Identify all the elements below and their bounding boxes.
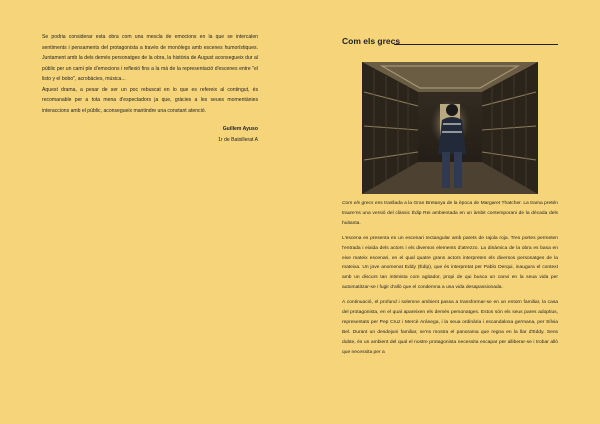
article-paragraph-2: L'escena es presenta en un escenari rectangular amb parets de rajola roja. Tres portes permeten l'entrada i eixida dels actors i els diversos elements d'atrezzo. La dinàmica de la obra es basa en eixe mateix escenari, en el qual quatre grans actors interpreten els diversos personatges de la mateixa. Un jove anomenat Eddy (Èdip), que és interpretat per Pablo Derqui, inaugura el context amb un discurs tan intimista com agitador, propi de qui busca un canvi en la seua vida per automatitzar-se i fugir d'allò que el condemna a una vida desapassionada.	[342, 235, 558, 291]
prison-corridor-image	[362, 62, 538, 194]
title-underline	[394, 44, 558, 45]
article-paragraph-1-text: ens trasllada a la Gran Bretanya de la època de Margaret Thatcher. La trama pretén traure'ns una versió del clàssic Èdip Rei ambientada en un àmbit contemporani de la dècada dels huitanta.	[342, 201, 558, 226]
review-paragraph-2: Aquest drama, a pesar de ser un poc rebuscat en lo que es refereix al contingut, és recomanable per a tota mena d'espectadors ja que, gràcies a les seues momentànies interaccions amb el públic, aconsegueix mantindre una constant atenció.	[42, 86, 258, 114]
article-photo	[362, 62, 538, 194]
author-name: Guillem Ayuso	[222, 126, 258, 132]
play-title-italic: Com els grecs	[342, 201, 374, 206]
right-page	[300, 0, 600, 424]
review-paragraph-1: Se podria considerar esta obra com una mescla de emocions en la que se intercalen sentiments i pensaments del protagonista a través de monòlegs amb escenes humorístiques. Juntament amb la dels demés personatges de la obra, la història de August aconsegueix dur al públic per un camí ple d'emocions i reflexió fins a la mà de la representació d'escenes entre "el listo y el bobo", acrobàcies, música...	[42, 34, 258, 82]
article-title: Com els grecs	[342, 36, 401, 46]
article-paragraph-3: A continuació, el profund i solemne ambient passa a transformar-se en un entorn familiar, la casa del protagonista, en el qual apareixen els demés personatges. Estos són els seus pares adoptius, representats per Pep Cruz i Mercè Aránega, i la seua ordinària i escandalosa germana, per Sílvia Bel. Durant un desdejuni familiar, se'ns mostra el panorama que regna en la llar d'Eddy. Sens dubte, és un ambient del qual el nostre protagonista necessita escapar per alliberar-se i trobar allò que necessita per a	[342, 300, 558, 355]
author-grade: 1r de Batxillerat A	[218, 137, 258, 143]
article-body	[342, 199, 558, 363]
article-paragraph-1	[342, 199, 558, 229]
review-ending	[42, 32, 258, 116]
